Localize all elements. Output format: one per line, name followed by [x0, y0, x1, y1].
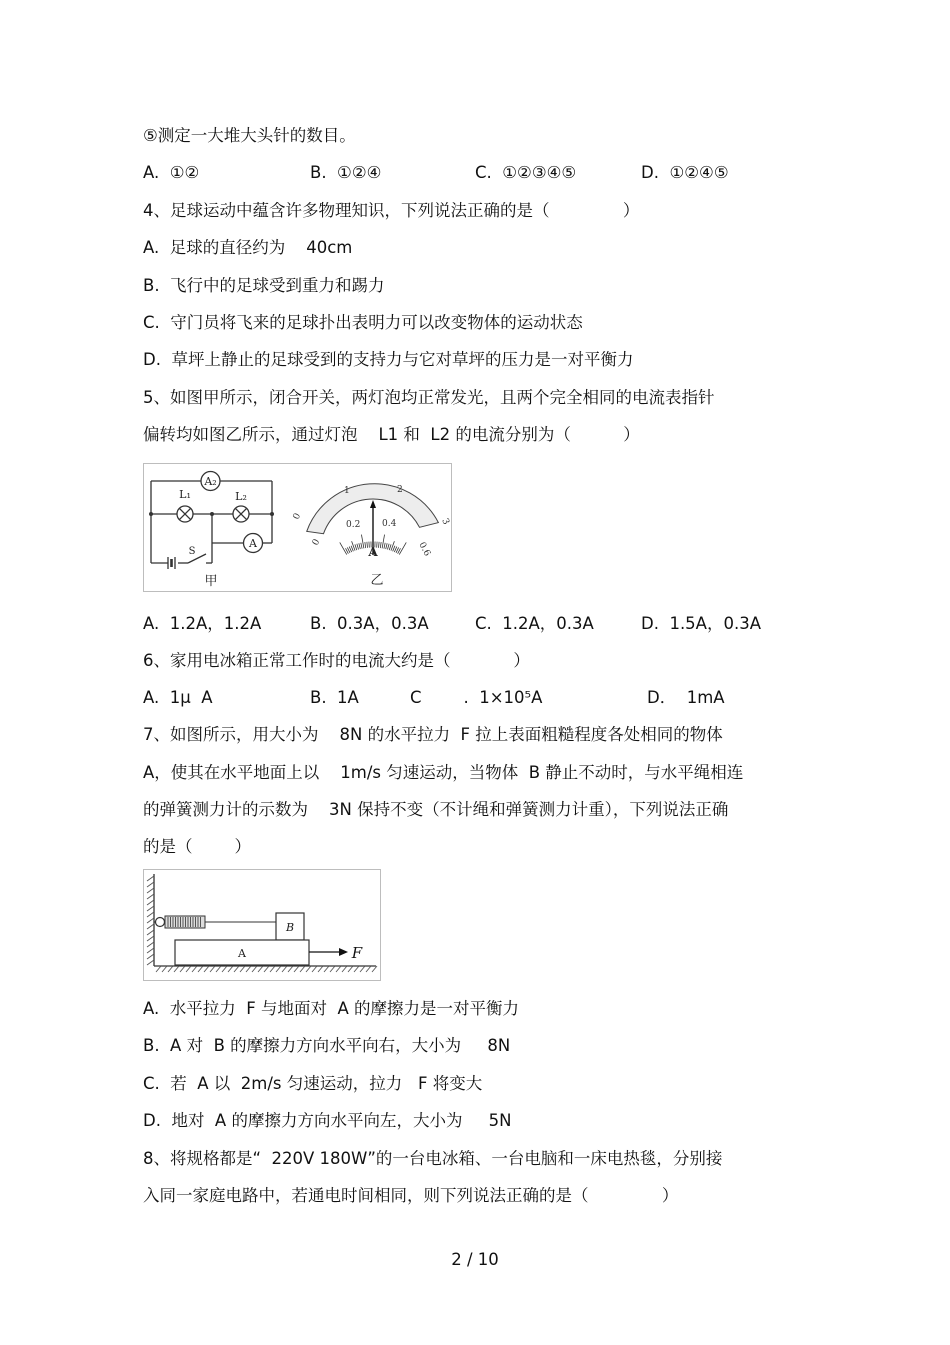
q7-stem-line3: 的弹簧测力计的示数为 3N 保持不变（不计绳和弹簧测力计重），下列说法正确	[143, 800, 729, 819]
q7-option-d: D. 地对 A 的摩擦力方向水平向左，大小为 5N	[143, 1111, 512, 1130]
switch-s-label: S	[188, 546, 196, 557]
inner-scale-0-4: 0.4	[382, 519, 397, 529]
q8-stem-line2: 入同一家庭电路中，若通电时间相同，则下列说法正确的是（ ）	[143, 1186, 679, 1205]
outer-scale-1: 1	[344, 486, 350, 496]
lamp-l1-label: L₁	[179, 488, 191, 501]
q5-figure	[143, 463, 452, 592]
q6-option-b: B. 1A	[310, 688, 359, 707]
inner-scale-0-6: 0.6	[416, 540, 432, 559]
q5-option-d: D. 1.5A，0.3A	[641, 614, 761, 633]
q7-option-a: A. 水平拉力 F 与地面对 A 的摩擦力是一对平衡力	[143, 999, 519, 1018]
outer-scale-3: 3	[439, 517, 451, 527]
inner-scale-0: 0	[310, 537, 323, 548]
q6-option-d: D． 1mA	[647, 688, 725, 707]
q4-stem: 4、足球运动中蕴含许多物理知识，下列说法正确的是（ ）	[143, 201, 640, 220]
block-b-label: B	[285, 921, 295, 934]
q7-figure	[143, 869, 381, 981]
q7-option-c: C. 若 A 以 2m/s 匀速运动，拉力 F 将变大	[143, 1074, 483, 1093]
q5-option-b: B. 0.3A，0.3A	[310, 614, 429, 633]
q8-stem-line1: 8、将规格都是“ 220V 180W”的一台电冰箱、一台电脑和一床电热毯，分别接	[143, 1149, 723, 1168]
caption-jia: 甲	[204, 574, 218, 589]
q4-option-a: A. 足球的直径约为 40cm	[143, 238, 353, 257]
q6-stem: 6、家用电冰箱正常工作时的电流大约是（ ）	[143, 651, 530, 670]
lamp-l2-label: L₂	[235, 490, 247, 503]
q7-option-b: B. A 对 B 的摩擦力方向水平向右，大小为 8N	[143, 1036, 511, 1055]
q5-stem-line1: 5、如图甲所示，闭合开关，两灯泡均正常发光，且两个完全相同的电流表指针	[143, 388, 715, 407]
page-number: 2 / 10	[451, 1250, 499, 1269]
outer-scale-2: 2	[397, 485, 403, 495]
q3-option-a: A. ①②	[143, 163, 200, 182]
q4-option-b: B. 飞行中的足球受到重力和踢力	[143, 276, 385, 295]
ammeter-a2-label: A₂	[204, 475, 217, 488]
outer-scale-0: 0	[291, 511, 304, 522]
q6-option-c: C . 1×10⁵A	[410, 688, 543, 707]
q4-option-d: D. 草坪上静止的足球受到的支持力与它对草坪的压力是一对平衡力	[143, 350, 634, 369]
q7-stem-line4: 的是（ ）	[143, 837, 251, 856]
q7-stem-line1: 7、如图所示，用大小为 8N 的水平拉力 F 拉上表面粗糙程度各处相同的物体	[143, 725, 723, 744]
q5-option-a: A. 1.2A，1.2A	[143, 614, 262, 633]
q6-option-a: A. 1μ A	[143, 688, 213, 707]
q3-item5: ⑤测定一大堆大头针的数目。	[143, 126, 356, 145]
q3-option-d: D. ①②④⑤	[641, 163, 729, 182]
ammeter-a-label: A	[249, 537, 257, 550]
q3-option-c: C. ①②③④⑤	[475, 163, 577, 182]
caption-yi: 乙	[370, 573, 384, 588]
block-a-label: A	[238, 947, 246, 960]
q5-stem-line2: 偏转均如图乙所示，通过灯泡 L1 和 L2 的电流分别为（ ）	[143, 425, 640, 444]
force-f-label: F	[351, 944, 363, 962]
q7-stem-line2: A，使其在水平地面上以 1m/s 匀速运动，当物体 B 静止不动时，与水平绳相连	[143, 763, 744, 782]
q3-option-b: B. ①②④	[310, 163, 382, 182]
q4-option-c: C. 守门员将飞来的足球扑出表明力可以改变物体的运动状态	[143, 313, 583, 332]
q5-option-c: C. 1.2A，0.3A	[475, 614, 594, 633]
meter-symbol: A	[368, 545, 378, 559]
inner-scale-0-2: 0.2	[346, 520, 361, 530]
